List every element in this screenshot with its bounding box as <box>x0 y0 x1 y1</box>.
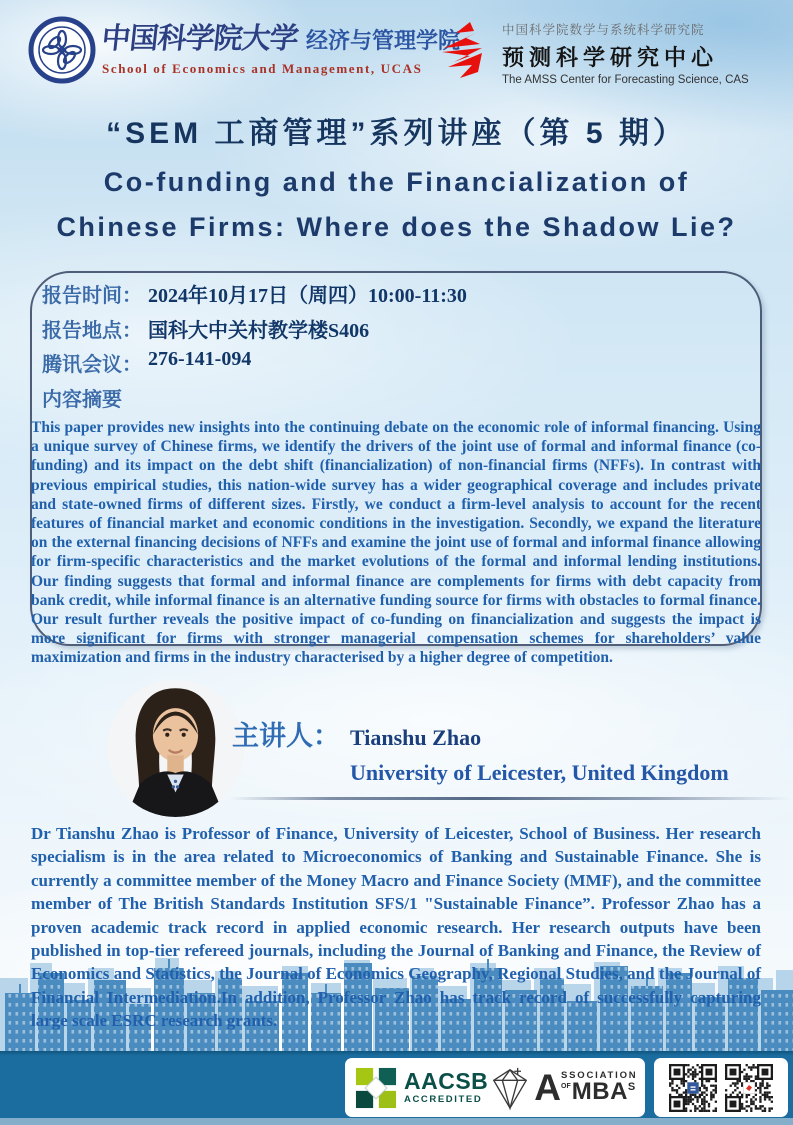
main-title-line1: Co-funding and the Financialization of <box>103 167 690 197</box>
main-title <box>0 160 793 250</box>
speaker-divider <box>230 797 790 800</box>
ucas-school-en: School of Economics and Management, UCAS <box>102 61 423 76</box>
amss-inst-cn: 中国科学院数学与系统科学研究院 <box>502 23 705 37</box>
amss-center-en: The AMSS Center for Forecasting Science, CAS <box>502 74 749 86</box>
detail-meeting <box>42 348 467 383</box>
footer-bottom-strip <box>0 1118 793 1125</box>
qr-code-red <box>725 1064 773 1112</box>
amba-mba: MBA <box>571 1078 628 1106</box>
amba-ssociation: SSOCIATION <box>561 1069 638 1081</box>
aacsb-icon <box>355 1067 397 1109</box>
detail-meeting-value: 276-141-094 <box>148 348 252 370</box>
amba-diamond-icon <box>488 1064 532 1112</box>
abstract-heading: 内容摘要 <box>42 389 122 411</box>
amss-logo-block <box>436 20 749 86</box>
amss-center-cn: 预测科学研究中心 <box>502 45 719 70</box>
detail-time-value: 2024年10月17日（周四）10:00-11:30 <box>148 285 467 307</box>
main-title-line2: Chinese Firms: Where does the Shadow Lie? <box>56 212 737 242</box>
detail-meeting-label: 腾讯会议： <box>42 354 142 376</box>
amba-of: OF <box>561 1083 571 1091</box>
qr-code-blue <box>669 1064 717 1112</box>
ucas-logo-block <box>28 16 460 84</box>
speaker-photo <box>107 680 244 817</box>
ucas-school-cn: 经济与管理学院 <box>306 28 461 53</box>
speaker-row <box>232 714 481 753</box>
detail-time <box>42 279 467 314</box>
speaker-affiliation: University of Leicester, United Kingdom <box>350 760 729 785</box>
event-details <box>42 279 467 383</box>
detail-time-label: 报告时间： <box>42 285 142 307</box>
amba-s: S <box>627 1081 636 1094</box>
aacsb-label: AACSB <box>404 1068 489 1095</box>
aacsb-accredited-label: ACCREDITED <box>404 1094 483 1106</box>
amba-a: A <box>534 1067 562 1108</box>
detail-venue <box>42 314 467 349</box>
qr-box <box>654 1058 788 1117</box>
ucas-seal-icon <box>28 16 96 84</box>
amba-logo <box>488 1064 637 1112</box>
detail-venue-label: 报告地点： <box>42 319 142 342</box>
speaker-name: Tianshu Zhao <box>350 725 482 750</box>
series-title: “SEM 工商管理”系列讲座（第 5 期） <box>106 117 687 150</box>
aacsb-logo <box>355 1067 488 1109</box>
ucas-name-cn: 中国科学院大学 <box>100 23 300 55</box>
abstract-body: This paper provides new insights into the continuing debate on the economic role of informal financing. Using a unique survey of Chinese firms, we identify the drivers of the joint use of formal and informal finance (co-funding) and its impact on the debt shift (financialization) of non-financial firms (NFFs). In contrast with previous empirical studies, this nation-wide survey has a wider geographical coverage and includes private and state-owned firms of different sizes. Firstly, we conduct a firm-level analysis to account for the recent features of financial market and economic conditions in the investigation. Secondly, we expand the literature on the external financing decisions of NFFs and examine the joint use of formal and informal finance allowing for firm-specific characteristics and the market evolutions of the formal and informal lending institutions. Our finding suggests that formal and informal finance are complements for firms with debt capacity from bank credit, while informal finance is an alternative funding source for firms with obstacles to formal finance. Our result further reveals the positive impact of co-funding on financialization and suggests the impact is more significant for firms with stronger managerial compensation schemes for shareholders’ value maximization and firms in the industry characterised by a higher degree of competition. <box>31 419 761 667</box>
speaker-bio: Dr Tianshu Zhao is Professor of Finance, University of Leicester, School of Business. Her research specialism is in the area related to Microeconomics of Banking and Sustainable Finance. She is currently a committee member of the Money Macro and Finance Society (MMF), and the committee member of The British Standards Institution SFS/1 "Sustainable Finance”. Professor Zhao has a proven academic track record in applied economic research. Her research outputs have been published in top-tier refereed journals, including the Journal of Banking and Finance, the Review of Economics and Statistics, the Journal of Economics Geography, Regional Studies, and the Journal of Financial Intermediation.In addition, Professor Zhao has track record of successfully capturing large scale ESRC research grants. <box>31 824 761 1031</box>
amss-ribbon-icon <box>436 20 494 86</box>
detail-venue-value: 国科大中关村教学楼S406 <box>148 319 370 342</box>
accreditation-box <box>345 1058 645 1117</box>
speaker-label: 主讲人： <box>232 721 340 751</box>
